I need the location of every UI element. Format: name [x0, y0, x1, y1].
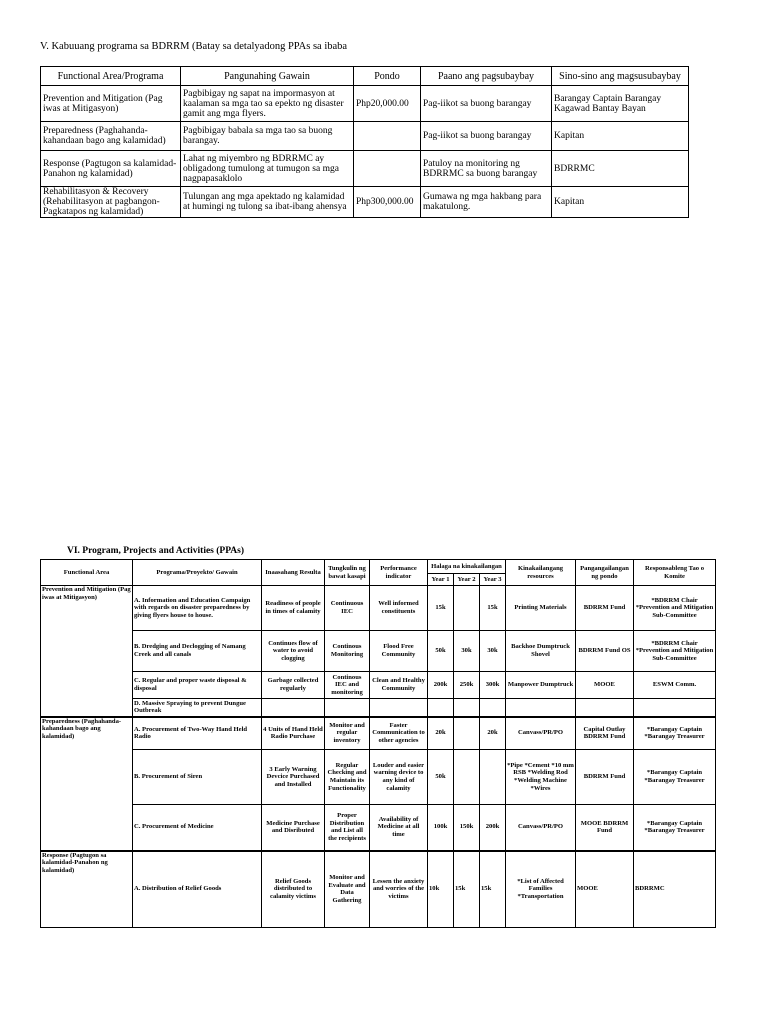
- year2-cell: 15k: [454, 851, 480, 928]
- cell-pondo: [354, 122, 421, 151]
- col-header: Year 3: [480, 574, 506, 586]
- col-header: Year 1: [428, 574, 454, 586]
- table-row: [41, 750, 716, 805]
- duty-cell: Proper Distribution and List all the recipients: [325, 805, 370, 851]
- resources-cell: Backhoe Dumptruck Shovel: [506, 631, 576, 672]
- year1-cell: 20k: [428, 717, 454, 750]
- col-header: Functional Area/Programa: [41, 67, 181, 86]
- cell-gawain: Pagbibigay ng sapat na impormasyon at kaalaman sa mga tao sa epekto ng disaster gamit ang mga flyers.: [181, 86, 354, 122]
- col-header: Programa/Proyekto/ Gawain: [133, 560, 262, 586]
- responsible-cell: *BDRRM Chair *Prevention and Mitigation Sub-Committee: [634, 586, 716, 631]
- col-header: Pangangailangan ng pondo: [576, 560, 634, 586]
- resources-cell: Canvass/PR/PO: [506, 717, 576, 750]
- fund-cell: MOOE: [576, 851, 634, 928]
- table-row: [41, 122, 689, 151]
- responsible-cell: *Barangay Captain *Barangay Treasurer: [634, 717, 716, 750]
- prog-cell: B. Procurement of Siren: [133, 750, 262, 805]
- prog-cell: D. Massive Spraying to prevent Dungue Outbreak: [133, 699, 262, 717]
- col-header: Inaasahang Resulta: [262, 560, 325, 586]
- year1-cell: 50k: [428, 631, 454, 672]
- resources-cell: Manpower Dumptruck: [506, 672, 576, 699]
- prog-cell: B. Dredging and Declogging of Namang Creek and all canals: [133, 631, 262, 672]
- cell-sino: Kapitan: [552, 122, 689, 151]
- section6-title: VI. Program, Projects and Activities (PPAs): [67, 546, 245, 556]
- fund-cell: [576, 699, 634, 717]
- year1-cell: 50k: [428, 750, 454, 805]
- cell-area: Rehabilitasyon & Recovery (Rehabilitasyon at pagbangon-Pagkatapos ng kalamidad): [41, 187, 181, 218]
- year2-cell: 150k: [454, 805, 480, 851]
- year2-cell: 250k: [454, 672, 480, 699]
- cell-pondo: [354, 151, 421, 187]
- indicator-cell: Availability of Medicine at all time: [370, 805, 428, 851]
- responsible-cell: *Barangay Captain *Barangay Treasurer: [634, 805, 716, 851]
- area-cell: Prevention and Mitigation (Pag iwas at Mitigasyon): [41, 586, 133, 717]
- year2-cell: [454, 750, 480, 805]
- col-header: Performance indicator: [370, 560, 428, 586]
- table-row: [41, 851, 716, 928]
- year2-cell: [454, 717, 480, 750]
- year3-cell: 20k: [480, 717, 506, 750]
- table-row: [41, 586, 716, 631]
- cell-paano: Gumawa ng mga hakbang para makatulong.: [421, 187, 552, 218]
- year3-cell: 30k: [480, 631, 506, 672]
- indicator-cell: [370, 699, 428, 717]
- cell-paano: Patuloy na monitoring ng BDRRMC sa buong barangay: [421, 151, 552, 187]
- table-row: [41, 187, 689, 218]
- table-header-row: [41, 67, 689, 86]
- cell-area: Preparedness (Paghahanda-kahandaan bago ang kalamidad): [41, 122, 181, 151]
- result-cell: [262, 699, 325, 717]
- indicator-cell: Well informed constituents: [370, 586, 428, 631]
- indicator-cell: Louder and easier warning device to any kind of calamity: [370, 750, 428, 805]
- duty-cell: Continuous IEC: [325, 586, 370, 631]
- col-header: Sino-sino ang magsusubaybay: [552, 67, 689, 86]
- indicator-cell: Faster Communication to other agencies: [370, 717, 428, 750]
- year1-cell: 10k: [428, 851, 454, 928]
- cell-gawain: Lahat ng miyembro ng BDRRMC ay obligadong tumulong at tumugon sa mga nagpapasaklolo: [181, 151, 354, 187]
- year3-cell: 15k: [480, 586, 506, 631]
- col-header: Tungkulin ng bawat kasapi: [325, 560, 370, 586]
- resources-cell: Canvass/PR/PO: [506, 805, 576, 851]
- result-cell: Garbage collected regularly: [262, 672, 325, 699]
- year3-cell: [480, 750, 506, 805]
- table-row: [41, 672, 716, 699]
- responsible-cell: ESWM Comm.: [634, 672, 716, 699]
- area-cell: Preparedness (Paghahanda-kahandaan bago ang kalamidad): [41, 717, 133, 851]
- col-header: Kinakailangang resources: [506, 560, 576, 586]
- cell-gawain: Tulungan ang mga apektado ng kalamidad at humingi ng tulong sa ibat-ibang ahensya: [181, 187, 354, 218]
- year1-cell: 100k: [428, 805, 454, 851]
- table-header-row: [41, 560, 716, 574]
- indicator-cell: Flood Free Community: [370, 631, 428, 672]
- cell-pondo: Php20,000.00: [354, 86, 421, 122]
- prog-cell: A. Information and Education Campaign with regards on disaster preparedness by giving flyers house to house.: [133, 586, 262, 631]
- table-row: [41, 151, 689, 187]
- year3-cell: [480, 699, 506, 717]
- indicator-cell: Lessen the anxiety and worries of the victims: [370, 851, 428, 928]
- year2-cell: 30k: [454, 631, 480, 672]
- table-row: [41, 805, 716, 851]
- duty-cell: Monitor and regular inventory: [325, 717, 370, 750]
- prog-cell: A. Procurement of Two-Way Hand Held Radio: [133, 717, 262, 750]
- year3-cell: 300k: [480, 672, 506, 699]
- responsible-cell: [634, 699, 716, 717]
- fund-cell: BDRRM Fund: [576, 586, 634, 631]
- year3-cell: 200k: [480, 805, 506, 851]
- year1-cell: 15k: [428, 586, 454, 631]
- result-cell: 3 Early Warning Devcice Purchased and Installed: [262, 750, 325, 805]
- cell-sino: Kapitan: [552, 187, 689, 218]
- duty-cell: Regular Checking and Maintain its Functionality: [325, 750, 370, 805]
- result-cell: Medicine Purchase and Disributed: [262, 805, 325, 851]
- duty-cell: Monitor and Evaluate and Data Gathering: [325, 851, 370, 928]
- table-row: [41, 631, 716, 672]
- year2-cell: [454, 586, 480, 631]
- table-row: [41, 717, 716, 750]
- cell-pondo: Php300,000.00: [354, 187, 421, 218]
- table-row: [41, 86, 689, 122]
- resources-cell: Printing Materials: [506, 586, 576, 631]
- result-cell: Relief Goods distributed to calamity victims: [262, 851, 325, 928]
- cell-sino: BDRRMC: [552, 151, 689, 187]
- year2-cell: [454, 699, 480, 717]
- result-cell: Readiness of people in times of calamity: [262, 586, 325, 631]
- table-row: [41, 699, 716, 717]
- fund-cell: BDRRM Fund: [576, 750, 634, 805]
- resources-cell: *List of Affected Families *Transportation: [506, 851, 576, 928]
- year1-cell: [428, 699, 454, 717]
- area-cell: Response (Pagtugon sa kalamidad-Panahon ng kalamidad): [41, 851, 133, 928]
- cell-area: Response (Pagtugon sa kalamidad-Panahon ng kalamidad): [41, 151, 181, 187]
- cell-sino: Barangay Captain Barangay Kagawad Bantay Bayan: [552, 86, 689, 122]
- year1-cell: 200k: [428, 672, 454, 699]
- col-header: Functional Area: [41, 560, 133, 586]
- duty-cell: Continous IEC and monitoring: [325, 672, 370, 699]
- fund-cell: MOOE BDRRM Fund: [576, 805, 634, 851]
- resources-cell: [506, 699, 576, 717]
- duty-cell: Continous Monitoring: [325, 631, 370, 672]
- col-header: Responsableng Tao o Komite: [634, 560, 716, 586]
- col-header: Halaga na kinakailangan: [428, 560, 506, 574]
- prog-cell: C. Procurement of Medicine: [133, 805, 262, 851]
- cell-area: Prevention and Mitigation (Pag iwas at Mitigasyon): [41, 86, 181, 122]
- col-header: Year 2: [454, 574, 480, 586]
- resources-cell: *Pipe *Cement *10 mm RSB *Welding Rod *Welding Machine *Wires: [506, 750, 576, 805]
- col-header: Paano ang pagsubaybay: [421, 67, 552, 86]
- indicator-cell: Clean and Healthy Community: [370, 672, 428, 699]
- bdrrm-summary-table: [40, 66, 689, 218]
- ppas-table: [40, 559, 716, 928]
- fund-cell: BDRRM Fund OS: [576, 631, 634, 672]
- fund-cell: Capital Outlay BDRRM Fund: [576, 717, 634, 750]
- result-cell: Continues flow of water to avoid clogging: [262, 631, 325, 672]
- prog-cell: A. Distribution of Relief Goods: [133, 851, 262, 928]
- col-header: Pangunahing Gawain: [181, 67, 354, 86]
- year3-cell: 15k: [480, 851, 506, 928]
- fund-cell: MOOE: [576, 672, 634, 699]
- responsible-cell: *BDRRM Chair *Prevention and Mitigation Sub-Committee: [634, 631, 716, 672]
- duty-cell: [325, 699, 370, 717]
- cell-gawain: Pagbibigay babala sa mga tao sa buong barangay.: [181, 122, 354, 151]
- cell-paano: Pag-iikot sa buong barangay: [421, 122, 552, 151]
- responsible-cell: *Barangay Captain *Barangay Treasurer: [634, 750, 716, 805]
- result-cell: 4 Units of Hand Held Radio Purchase: [262, 717, 325, 750]
- cell-paano: Pag-iikot sa buong barangay: [421, 86, 552, 122]
- prog-cell: C. Regular and proper waste disposal & disposal: [133, 672, 262, 699]
- responsible-cell: BDRRMC: [634, 851, 716, 928]
- col-header: Pondo: [354, 67, 421, 86]
- section5-title: V. Kabuuang programa sa BDRRM (Batay sa detalyadong PPAs sa ibaba: [40, 41, 348, 52]
